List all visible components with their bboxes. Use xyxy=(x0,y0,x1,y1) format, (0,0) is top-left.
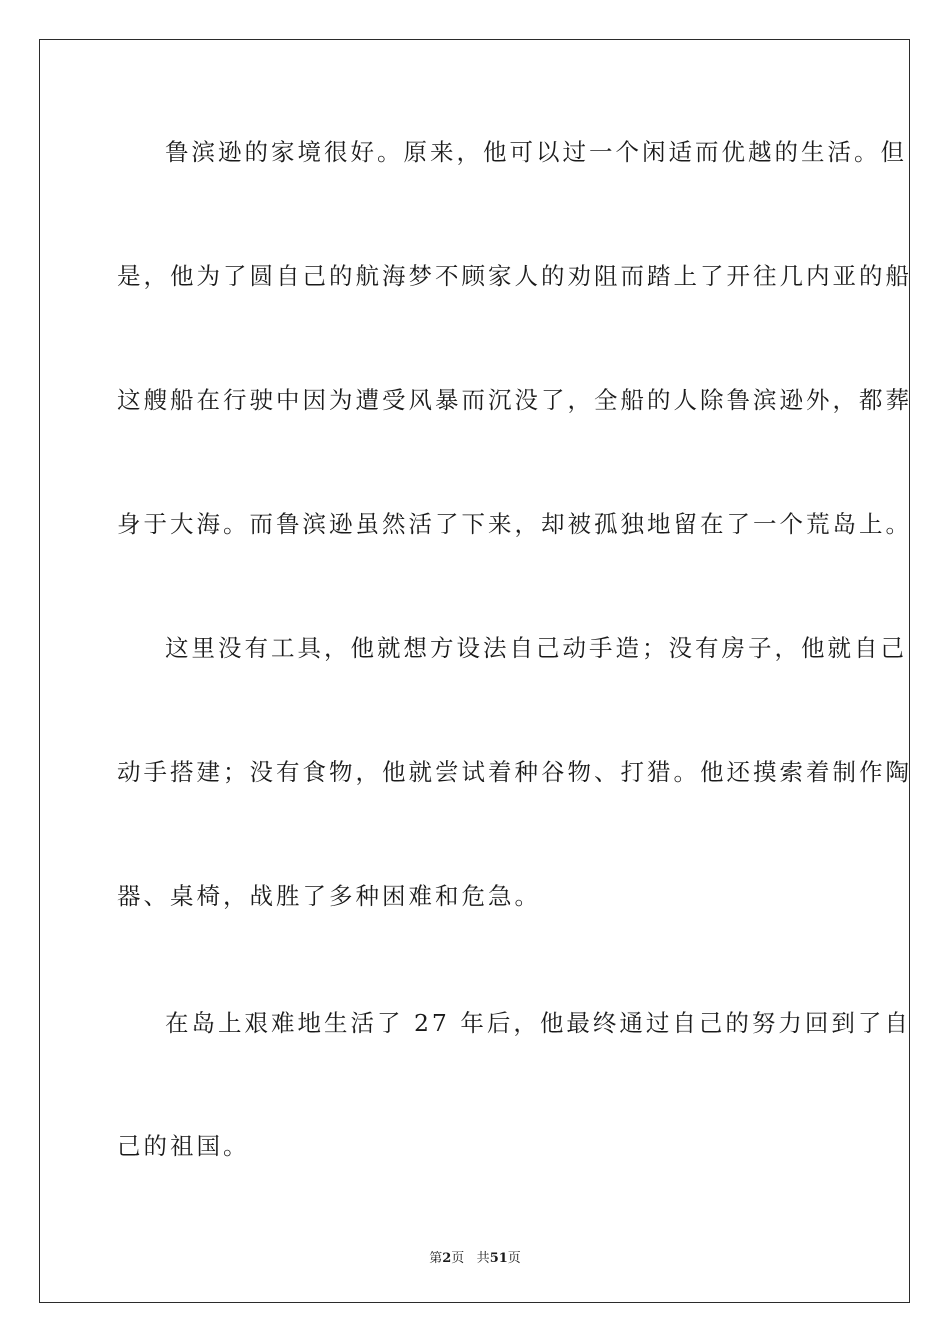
paragraph-1-line-2: 是，他为了圆自己的航海梦不顾家人的劝阻而踏上了开往几内亚的船 xyxy=(117,262,912,290)
page-footer xyxy=(0,1247,950,1266)
page-border xyxy=(39,39,910,1303)
footer-total-pages: 51 xyxy=(489,1251,508,1266)
footer-current-page: 2 xyxy=(442,1251,452,1266)
paragraph-2-line-2: 动手搭建；没有食物，他就尝试着种谷物、打猎。他还摸索着制作陶 xyxy=(117,758,912,786)
footer-total-unit: 页 xyxy=(507,1251,521,1266)
paragraph-2-line-3: 器、桌椅，战胜了多种困难和危急。 xyxy=(117,882,541,910)
paragraph-1-line-3: 这艘船在行驶中因为遭受风暴而沉没了，全船的人除鲁滨逊外，都葬 xyxy=(117,386,912,414)
paragraph-1-line-4: 身于大海。而鲁滨逊虽然活了下来，却被孤独地留在了一个荒岛上。 xyxy=(117,510,912,538)
paragraph-3-line-1: 在岛上艰难地生活了 27 年后，他最终通过自己的努力回到了自 xyxy=(165,1009,911,1037)
paragraph-2-line-1: 这里没有工具，他就想方设法自己动手造；没有房子，他就自己 xyxy=(165,634,907,662)
paragraph-3-line-2: 己的祖国。 xyxy=(117,1132,250,1160)
footer-total-prefix: 共 xyxy=(476,1251,490,1266)
footer-page-unit: 页 xyxy=(451,1251,465,1266)
paragraph-1-line-1: 鲁滨逊的家境很好。原来，他可以过一个闲适而优越的生活。但 xyxy=(165,138,907,166)
footer-prefix: 第 xyxy=(429,1251,443,1266)
